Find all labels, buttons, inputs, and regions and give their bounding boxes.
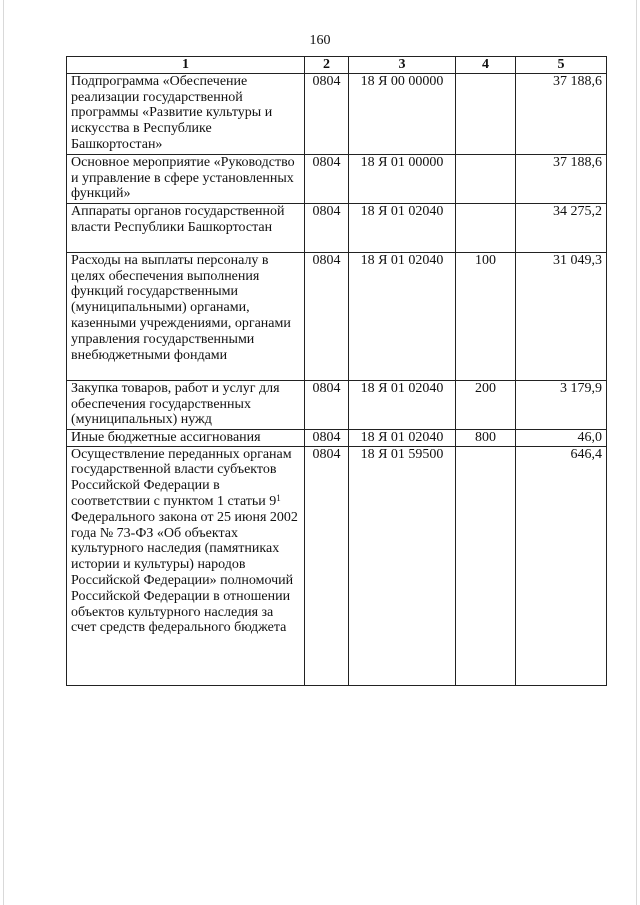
row-name: Иные бюджетные ассигнования [67,429,305,446]
row-expense-type: 200 [456,380,516,429]
header-col-2: 2 [305,57,349,74]
scan-edge-right [636,0,637,905]
row-target-code: 18 Я 01 59500 [349,446,456,685]
table-row [67,73,607,154]
row-expense-type [456,203,516,252]
row-name: Расходы на выплаты персоналу в целях обеспечения выполнения функций государственными (муниципальными) органами, казенными учреждениями, органами управления государственными внебюджетными фондами [67,252,305,380]
row-name [67,446,305,685]
row-amount: 3 179,9 [516,380,607,429]
row-expense-type: 100 [456,252,516,380]
row-name-part: Федерального закона от 25 июня 2002 года № 73-ФЗ «Об объектах культурного наследия (памятниках истории и культуры) народов Российской Федерации» полномочий Российской Федерации в отношении объектов культурного наследия за счет средств федерального бюджета [71,509,298,636]
row-name: Основное мероприятие «Руководство и управление в сфере установленных функций» [67,154,305,203]
row-section: 0804 [305,252,349,380]
row-target-code: 18 Я 01 02040 [349,429,456,446]
table-row [67,154,607,203]
row-section: 0804 [305,429,349,446]
scan-edge-left [3,0,4,905]
header-col-4: 4 [456,57,516,74]
row-target-code: 18 Я 01 02040 [349,252,456,380]
row-name: Подпрограмма «Обеспечение реализации государственной программы «Развитие культуры и искусства в Республике Башкортостан» [67,73,305,154]
row-expense-type [456,73,516,154]
row-section: 0804 [305,446,349,685]
row-name: Аппараты органов государственной власти Республики Башкортостан [67,203,305,252]
table-row [67,380,607,429]
row-target-code: 18 Я 01 00000 [349,154,456,203]
row-name-part: Осуществление переданных органам государственной власти субъектов Российской Федерации в соответствии с пунктом 1 статьи 9 [71,446,292,509]
header-col-5: 5 [516,57,607,74]
row-amount: 646,4 [516,446,607,685]
budget-table [66,56,607,686]
row-amount: 34 275,2 [516,203,607,252]
table-row [67,203,607,252]
article-superscript: 1 [276,492,281,503]
row-target-code: 18 Я 00 00000 [349,73,456,154]
row-target-code: 18 Я 01 02040 [349,380,456,429]
table-header-row [67,57,607,74]
header-col-1: 1 [67,57,305,74]
row-name: Закупка товаров, работ и услуг для обеспечения государственных (муниципальных) нужд [67,380,305,429]
row-expense-type [456,446,516,685]
row-section: 0804 [305,73,349,154]
row-amount: 46,0 [516,429,607,446]
row-section: 0804 [305,203,349,252]
page-number: 160 [309,33,331,48]
row-expense-type: 800 [456,429,516,446]
table-row [67,446,607,685]
row-section: 0804 [305,154,349,203]
table-row [67,429,607,446]
row-amount: 37 188,6 [516,154,607,203]
row-section: 0804 [305,380,349,429]
header-col-3: 3 [349,57,456,74]
table-row [67,252,607,380]
row-amount: 37 188,6 [516,73,607,154]
row-amount: 31 049,3 [516,252,607,380]
row-target-code: 18 Я 01 02040 [349,203,456,252]
row-expense-type [456,154,516,203]
